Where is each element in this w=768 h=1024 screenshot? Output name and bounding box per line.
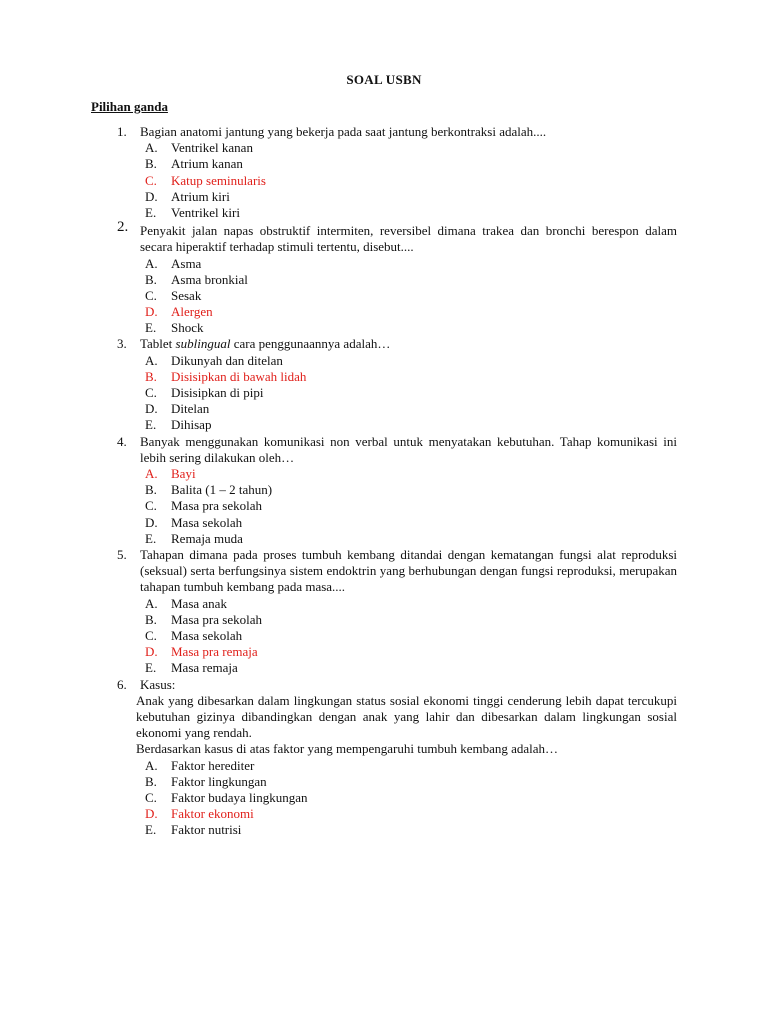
option-list <box>0 758 768 839</box>
question-number: 1. <box>117 124 127 139</box>
option-c <box>0 628 768 644</box>
option-d <box>0 515 768 531</box>
option-list <box>0 596 768 677</box>
option-c <box>0 385 768 401</box>
option-text: Disisipkan di pipi <box>171 385 264 401</box>
option-d <box>0 189 768 205</box>
option-text: Masa remaja <box>171 660 238 676</box>
question-3 <box>0 336 768 433</box>
question-number: 6. <box>117 676 127 692</box>
option-c <box>0 288 768 304</box>
option-d-answer <box>0 644 768 660</box>
option-letter: B. <box>145 482 157 498</box>
option-text: Ventrikel kiri <box>171 204 240 220</box>
option-list <box>0 466 768 547</box>
option-e <box>0 531 768 547</box>
option-a <box>0 256 768 272</box>
option-letter: A. <box>145 757 158 773</box>
option-e <box>0 660 768 676</box>
option-letter: B. <box>145 611 157 627</box>
option-letter: A. <box>145 140 158 156</box>
option-text: Atrium kanan <box>171 156 243 172</box>
option-text: Faktor lingkungan <box>171 773 267 789</box>
question-text <box>140 336 677 352</box>
option-text: Asma bronkial <box>171 271 248 287</box>
option-list <box>0 140 768 221</box>
option-d-answer <box>0 304 768 320</box>
option-text: Faktor budaya lingkungan <box>171 789 308 805</box>
question-text: Berdasarkan kasus di atas faktor yang mempengaruhi tumbuh kembang adalah… <box>136 741 559 757</box>
option-text: Masa pra sekolah <box>171 611 262 627</box>
option-d-answer <box>0 806 768 822</box>
option-text: Asma <box>171 255 202 271</box>
option-b <box>0 482 768 498</box>
question-4 <box>0 434 768 547</box>
option-letter: B. <box>145 368 157 384</box>
option-e <box>0 320 768 336</box>
option-b <box>0 774 768 790</box>
option-list <box>0 353 768 434</box>
option-letter: E. <box>145 530 157 546</box>
option-text: Faktor ekonomi <box>171 806 254 822</box>
option-text: Faktor herediter <box>171 757 255 773</box>
question-text: Bagian anatomi jantung yang bekerja pada saat jantung berkontraksi adalah.... <box>140 124 547 139</box>
option-c <box>0 498 768 514</box>
question-number: 4. <box>117 433 127 449</box>
option-a-answer <box>0 466 768 482</box>
option-a <box>0 353 768 369</box>
option-letter: A. <box>145 255 158 271</box>
option-text: Dikunyah dan ditelan <box>171 352 283 368</box>
question-6 <box>0 677 768 839</box>
option-text: Masa pra sekolah <box>171 498 262 514</box>
document-title: SOAL USBN <box>346 72 422 87</box>
option-letter: D. <box>145 188 158 204</box>
option-letter: E. <box>145 204 157 220</box>
option-text: Masa sekolah <box>171 627 243 643</box>
option-letter: C. <box>145 627 157 643</box>
option-letter: A. <box>145 466 158 482</box>
option-letter: A. <box>145 595 158 611</box>
option-text: Balita (1 – 2 tahun) <box>171 482 273 498</box>
option-a <box>0 596 768 612</box>
option-a <box>0 140 768 156</box>
question-5 <box>0 547 768 677</box>
option-e <box>0 417 768 433</box>
option-letter: C. <box>145 385 157 401</box>
option-text: Faktor nutrisi <box>171 822 242 838</box>
case-text: Anak yang dibesarkan dalam lingkungan status sosial ekonomi tinggi cenderung lebih dapat tercukupi kebutuhan gizinya dibandingkan dengan anak yang lahir dan dibesarkan dalam lingkungan sosial ekonomi yang rendah. <box>136 692 677 741</box>
question-text-suffix: cara penggunaannya adalah… <box>230 336 391 352</box>
option-text: Remaja muda <box>171 530 243 546</box>
option-letter: C. <box>145 789 157 805</box>
option-d <box>0 401 768 417</box>
option-text: Alergen <box>171 304 213 320</box>
option-b <box>0 612 768 628</box>
question-text: Tahapan dimana pada proses tumbuh kembang ditandai dengan kematangan fungsi alat reproduksi (seksual) serta berfungsinya sistem endoktrin yang berhubungan dengan fungsi reproduksi, merupakan tahapan tumbuh kembang pada masa.... <box>140 546 677 595</box>
option-letter: E. <box>145 320 157 336</box>
option-letter: A. <box>145 352 158 368</box>
option-letter: D. <box>145 806 158 822</box>
option-text: Masa sekolah <box>171 514 243 530</box>
section-title: Pilihan ganda <box>91 99 168 114</box>
option-c <box>0 790 768 806</box>
question-text-prefix: Tablet <box>140 336 176 352</box>
question-number: 3. <box>117 336 127 352</box>
option-letter: C. <box>145 287 157 303</box>
option-a <box>0 758 768 774</box>
option-letter: B. <box>145 271 157 287</box>
question-number: 2. <box>117 219 129 236</box>
option-text: Sesak <box>171 287 202 303</box>
option-letter: C. <box>145 498 157 514</box>
option-b <box>0 156 768 172</box>
option-text: Katup seminularis <box>171 172 266 188</box>
case-label: Kasus: <box>140 676 176 692</box>
option-list <box>0 256 768 337</box>
option-letter: B. <box>145 156 157 172</box>
option-text: Shock <box>171 320 204 336</box>
option-e <box>0 822 768 838</box>
option-letter: D. <box>145 304 158 320</box>
option-text: Atrium kiri <box>171 188 230 204</box>
option-letter: E. <box>145 417 157 433</box>
option-text: Dihisap <box>171 417 212 433</box>
option-text: Ventrikel kanan <box>171 140 253 156</box>
question-2 <box>0 221 768 336</box>
question-list <box>0 124 768 838</box>
option-text: Masa anak <box>171 595 227 611</box>
option-letter: E. <box>145 822 157 838</box>
option-c-answer <box>0 173 768 189</box>
option-letter: E. <box>145 660 157 676</box>
option-text: Ditelan <box>171 401 210 417</box>
question-text: Banyak menggunakan komunikasi non verbal untuk menyatakan kebutuhan. Tahap komunikasi ini lebih sering dilakukan oleh… <box>140 433 677 465</box>
option-letter: C. <box>145 172 157 188</box>
option-e <box>0 205 768 221</box>
question-1 <box>0 124 768 221</box>
question-number: 5. <box>117 546 127 562</box>
option-text: Disisipkan di bawah lidah <box>171 368 307 384</box>
option-letter: D. <box>145 401 158 417</box>
option-text: Bayi <box>171 466 196 482</box>
option-b <box>0 272 768 288</box>
option-text: Masa pra remaja <box>171 644 258 660</box>
question-text-italic: sublingual <box>175 336 231 352</box>
question-text: Penyakit jalan napas obstruktif intermiten, reversibel dimana trakea dan bronchi berespon dalam secara hiperaktif terhadap stimuli tertentu, disebut.... <box>140 223 677 255</box>
option-letter: D. <box>145 514 158 530</box>
option-b-answer <box>0 369 768 385</box>
option-letter: B. <box>145 773 157 789</box>
option-letter: D. <box>145 644 158 660</box>
